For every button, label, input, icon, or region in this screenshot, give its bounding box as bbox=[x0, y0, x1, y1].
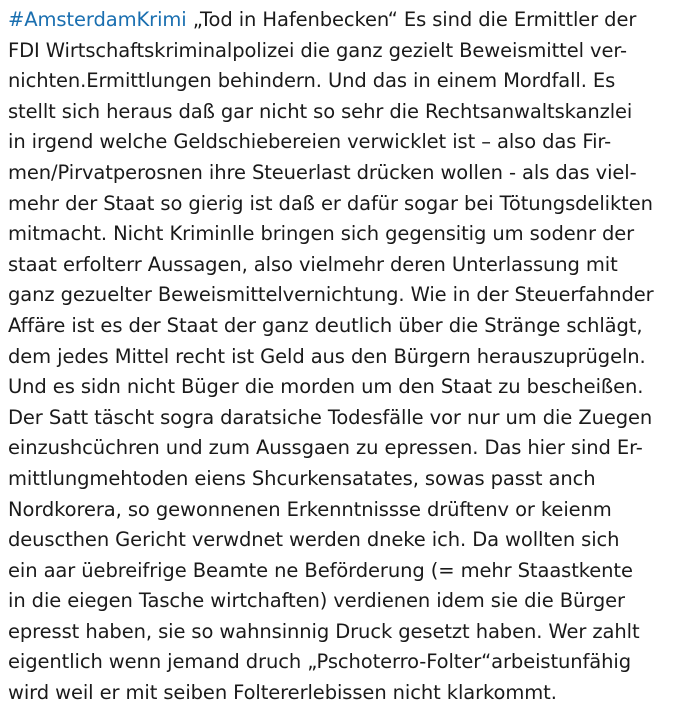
post-line: mitmacht. Nicht Kriminlle bringen sich gegensitig um sodenr der bbox=[8, 222, 635, 246]
post-line: FDI Wirtschaftskriminalpolizei die ganz gezielt Beweismittel ver- bbox=[8, 38, 627, 62]
post-line: mehr der Staat so gierig ist daß er dafür sogar bei Tötungsdelikten bbox=[8, 191, 653, 215]
post-line: stellt sich heraus daß gar nicht so sehr die Rechtsanwaltskanzlei bbox=[8, 99, 633, 123]
post-line-1 bbox=[8, 5, 684, 36]
post-line: staat erfolterr Aussagen, also vielmehr deren Unterlassung mit bbox=[8, 252, 618, 276]
hashtag-link[interactable]: #AmsterdamKrimi bbox=[8, 8, 187, 31]
post-line: Nordkorera, so gewonnenen Erkenntnissse drüftenv or keienm bbox=[8, 497, 612, 521]
post-line: ein aar üebreifrige Beamte ne Beförderung (= mehr Staastkente bbox=[8, 558, 633, 582]
post-line: in irgend welche Geldschiebereien verwicklet ist – also das Fir- bbox=[8, 130, 612, 154]
post-line: epresst haben, sie so wahnsinnig Druck gesetzt haben. Wer zahlt bbox=[8, 619, 640, 643]
post-line-1-text: „Tod in Hafenbecken“ Es sind die Ermittler der bbox=[186, 8, 637, 31]
post-line: deuscthen Gericht verwdnet werden dneke ich. Da wollten sich bbox=[8, 528, 620, 552]
post-line: einzushcüchren und zum Aussgaen zu epressen. Das hier sind Er- bbox=[8, 436, 643, 460]
post-line: Und es sidn nicht Büger die morden um den Staat zu bescheißen. bbox=[8, 375, 644, 399]
post-line: men/Pirvatperosnen ihre Steuerlast drücken wollen - als das viel- bbox=[8, 160, 637, 184]
post-line: ganz gezuelter Beweismittelvernichtung. Wie in der Steuerfahnder bbox=[8, 283, 654, 307]
post-line: eigentlich wenn jemand druch „Pschoterro-Folter“arbeistunfähig bbox=[8, 650, 632, 674]
post-line: in die eiegen Tasche wirtchaften) verdienen idem sie die Bürger bbox=[8, 589, 625, 613]
post-line: mittlungmehtoden eiens Shcurkensatates, sowas passt anch bbox=[8, 466, 596, 490]
post-line: dem jedes Mittel recht ist Geld aus den Bürgern herauszuprügeln. bbox=[8, 344, 646, 368]
post-line: wird weil er mit seiben Foltererlebissen nicht klarkommt. bbox=[8, 681, 557, 705]
post-line: Affäre ist es der Staat der ganz deutlich über die Stränge schlägt, bbox=[8, 313, 643, 337]
post-line: Der Satt täscht sogra daratsiche Todesfälle vor nur um die Zuegen bbox=[8, 405, 653, 429]
post-line: nichten.Ermittlungen behindern. Und das in einem Mordfall. Es bbox=[8, 69, 616, 93]
